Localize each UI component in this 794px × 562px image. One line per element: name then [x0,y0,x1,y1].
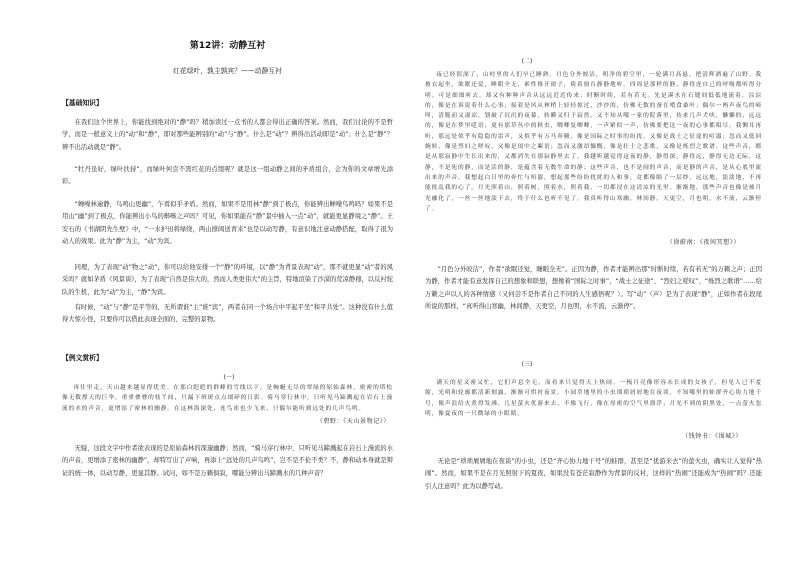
example-1-excerpt: 再往里走，天山越来越显得优美。在那白皑皑的群峰的雪线以下，是蜿蜒无尽的翠绿的原始森林，密密的塔松像无数撑天的巨伞，重重叠叠的枝丫间，只漏下斑斑点点细碎的日影。骑马穿行林中，只听见马蹄溅起在岩石上漫流的水的声音，更增添了密林的幽静。在这林海深处，连鸟雀也少飞来，只偶尔能听到远处的几声鸟鸣。 [62,385,393,412]
example-1-analysis: 无疑，这段文字中作者欲表现的是原始森林的深邃幽静；然而，“骑马穿行林中，只听见马蹄溅起在岩石上漫流的水的声音，更增添了密林的幽静”，却特写出了声响，再添上“远处的几声鸟鸣”，岂不是不伦不类？不，静和动本身就是辩证的统一体，以动写静，更显其静。试问，如不是万籁俱寂，哪能分辨出马蹄溅水的几种声音？ [62,445,393,477]
example-2-source: （徐蔚南：《夜间冥想》） [666,239,740,246]
example-3-excerpt: 满天的星又密又忙，它们声息全无，而看来只觉得天上热闹。一梳月亮像形容未长成的女孩子，但见人已不羞缩，光明和轮廓都清新刻露，渐渐可烘衬夜景。小园草地里的小虫琐琐屑屑地在夜谈。不知哪里的蛙群齐心协力地干号，像声浪给火煮得发沸。几星萤火优游来去，不像飞行，像在厚密的空气里漂浮；月光不到的阴黑处，一点萤火忽明，像夏夜的一只微绿的小眼睛。 [425,380,762,417]
basic-paragraph-1: 在我们这个世界上，你能找到绝对的“静”吗？稍加读过一点书的人都会得出正确的答案。然而，我们讨论的不是哲学，而是一般意义上的“动”和“静”，即对那些能辨别的“动”与“静”。什么是“动”？辨得出活动即是“动”；什么是“静”？辨不出活动就是“静”。 [62,119,393,151]
example-3-analysis: 无论是“琐琐屑屑地在夜谈”的小虫，还是“齐心协力地干号”的蛙群，甚至是“优游来去”的萤火虫，确实让人觉得“热闹”。然而，如果不是在月光照射下的夏夜，如果没有苍茫寂静作为背景的反衬，这样的“热闹”还能成为“热闹”吗？还能引人注意吗？此为以静写动。 [425,458,762,490]
example-2-label: (二) [521,58,533,65]
basic-paragraph-2: “牡丹虽好，绿叶扶持”，而绿叶何尝不需红花的点缀呢？就是这一组动静之间的矛盾组合，会为你的文章增光添彩。 [62,166,393,186]
example-2-excerpt: 夜已经很深了，山村里的人们早已睡熟。月色分外皎洁，明净的碧空里，一轮满月高悬，把清辉洒遍了山野。我披衣起坐，欲眠还觉，睡眼全无，索性推开窗子，倚着窗台静静地听。四周是那样的静，静得连自己的呼吸都听得分明。可是细细听去，却又有种种声音从远远近近传来：时断时续，若有若无。先是溪水在石缝间低低地流着，淙淙的，像是在诉说着什么心事；接着是风从林梢上轻轻掠过，沙沙的，仿佛无数的蚕在啃食桑叶；偶尔一两声夜鸟的啼叫，清脆而又凄凉，划破了沉沉的夜幕，转瞬又归于寂然。又不知从哪一家的院落里，传来几声犬吠，懒懒的，远远的，像是在梦里呓语；更有那草丛中的秋虫，唧唧复唧唧，一声紧似一声，仿佛要把这一夜的心事都唱尽。我侧耳再听，那远处似乎有隐隐的雷声，又似乎有万马奔腾，像是国际之时事的纷扰，又像是战士之征途的喧嚣；忽而又低回婉转，像是烈妇之嗟叹，又像是闺中之絮语；忽而又激昂慷慨，像是壮士之悲歌，又像是烁烈之歌谱。这些声音，都是从那寂静中生长出来的，又都消失在那寂静里去了。我越听越觉得这夜的静，静得深，静得远，静得无边无际。这静，不是死的静，而是活的静，是蕴含着无数生命的静；这些声音，也不是闹的声音，而是静的声音，是从心底里流出来的声音。我想起白日里的奔忙与喧嚣，想起那些纷纷扰扰的人和事，竟都像隔了一层纱，远远地，淡淡地，不再能扰乱我的心了。月光照着山，照着树，照着水，照着我，一切都浸在这清凉的光里。渐渐地，那些声音也像是被月光融化了，一丝一丝地淡下去，终于什么也听不见了。我真听得山寒幽，林间静，天更空，月也明，水不流，云渐停了。 [425,72,762,212]
basic-paragraph-4: 同理，为了表现“动”物之“动”，你可以给他安排一个“静”的环境，以“静”为背景表现“动”，那不就更显“动”者的风采吗？就如茅盾《风景谈》，为了表现“自然是伟大的，然而人类更伟大”的主旨，特地渲染了沙漠的荒凉静穆，以反衬驼队的生机，此为“动”为主，“静”为宾。 [62,264,393,296]
section-heading-basic-knowledge: 【基础知识】 [62,99,103,107]
basic-paragraph-5: 有时候，“动”与“静”是平等的，无所谓谁“主”谁“宾”，两者在同一个场合中平起平坐“和平共处”。这种没有什么值得大惊小怪，只要你可以借此表现全面的、完整的景物。 [62,304,393,324]
example-2-analysis: “月色分外皎洁”，作者“欲眠还觉，睡眼全无”。正因为静，作者才能辨出那“时断时续，若有若无”的万籁之声；正因为静，作者才能有意发挥自己的想象和联想，想像着“国际之时事”、“战士之征途”、“烈妇之嗟叹”、“烁烈之歌谱”……给万籁之声以人的各种情感（又何尝不是作者自己不同的人生感悟呢？）。写“动”（声）是为了表现“静”，正如作者在段尾所说的那样，“真听得山寒幽，林间静，天更空，月也明，水不流，云渐停”。 [425,266,762,311]
example-1-label: (一) [223,374,235,381]
example-3-label: (三) [521,361,533,368]
section-heading-examples: 【例文赏析】 [62,354,103,362]
basic-paragraph-3: “蝉噪林逾静，鸟鸣山更幽”，乍看似乎矛盾。然而，如果不是用林“静”到了极点，你能辨出蝉噪鸟鸣吗？如果不是用山“幽”到了极点，你能辨出小鸟的啭啭之声吗？可见，你如果能在“静”景中插入一点“动”，就能更显静境之“静”。王安石的《书湖阴先生壁》中，“一水护田将绿绕，两山排闼送青来”也是以动写静，有意识地注意动静搭配，取得了很为动人的效果。此为“静”为主，“动”为宾。 [62,201,393,246]
example-1-source: （碧野：《天山景物记》） [316,418,390,425]
example-3-source: （钱钟书：《围城》） [681,433,742,440]
lesson-subtitle: 红花绿叶，孰主孰宾？——动静互衬 [173,67,282,75]
lesson-title: 第12讲：动静互衬 [189,41,266,51]
